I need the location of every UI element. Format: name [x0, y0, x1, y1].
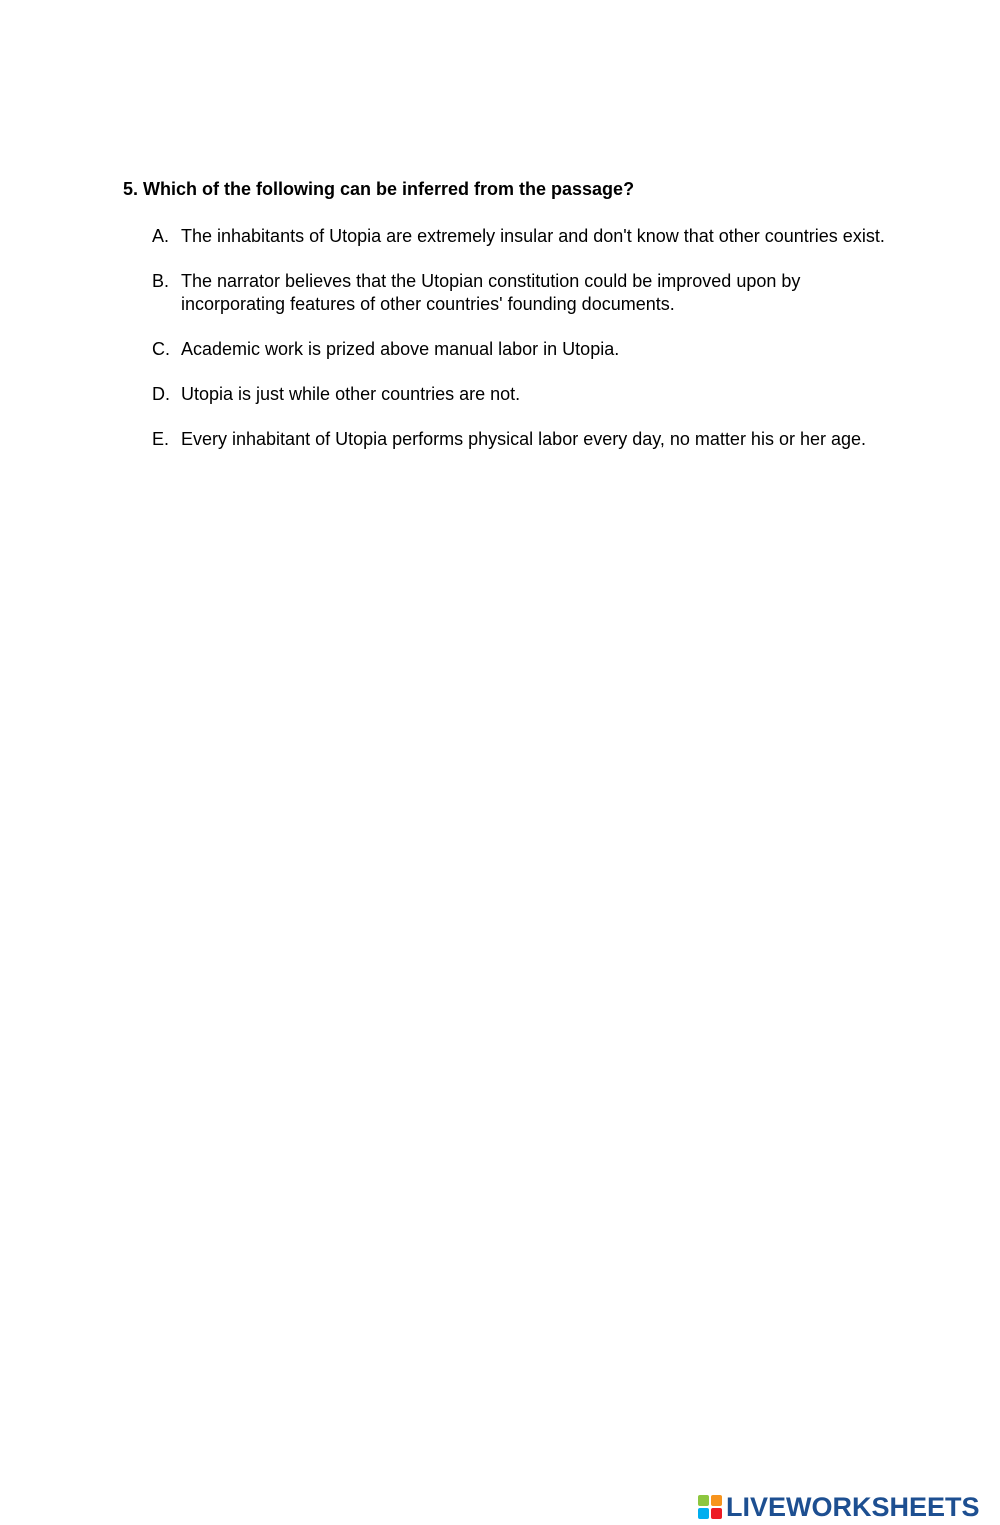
logo-mark-icon — [698, 1495, 722, 1519]
option-d — [152, 383, 892, 406]
option-text: Academic work is prized above manual labor in Utopia. — [181, 338, 620, 359]
liveworksheets-logo — [698, 1491, 980, 1523]
logo-square-green — [698, 1495, 709, 1506]
option-text: Utopia is just while other countries are not. — [181, 383, 521, 404]
option-text: Every inhabitant of Utopia performs physical labor every day, no matter his or her age. — [181, 428, 867, 449]
option-letter: C. — [152, 338, 170, 359]
option-text: The narrator believes that the Utopian constitution could be improved upon by incorporating features of other countries' founding documents. — [181, 271, 801, 314]
option-a — [152, 225, 892, 248]
logo-text: LIVEWORKSHEETS — [726, 1491, 980, 1522]
answer-options — [152, 225, 892, 473]
option-letter: E. — [152, 428, 170, 449]
option-c — [152, 338, 892, 361]
option-letter: A. — [152, 226, 170, 246]
logo-square-red — [711, 1508, 722, 1519]
option-e — [152, 428, 892, 451]
logo-square-blue — [698, 1508, 709, 1519]
option-letter: B. — [152, 271, 170, 291]
option-letter: D. — [152, 383, 170, 404]
question-title: 5. Which of the following can be inferred from the passage? — [123, 179, 635, 199]
option-b — [152, 270, 892, 315]
logo-square-orange — [711, 1495, 722, 1506]
option-text: The inhabitants of Utopia are extremely insular and don't know that other countries exist. — [181, 226, 885, 246]
